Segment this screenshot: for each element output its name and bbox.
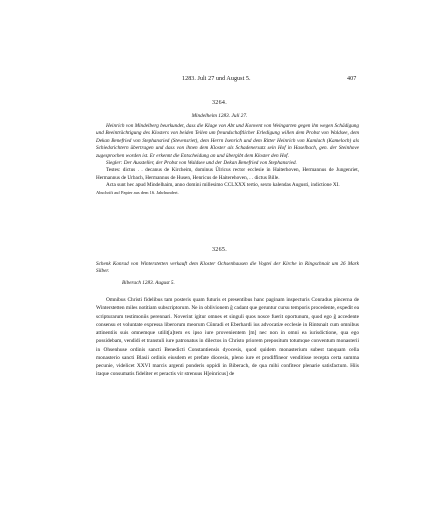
document-3265-body	[96, 296, 359, 379]
document-3265-summary: Schenk Konrad von Winterstetten verkauft dem Kloster Ochsenhausen die Vogtei der Kirche in Ringschnait um 26 Mark Silber.	[96, 261, 359, 275]
document-3264-note: Abschrift auf Papier aus dem 16. Jahrhundert.	[96, 189, 179, 195]
page-number: 407	[347, 76, 357, 82]
running-header-title: 1283. Juli 27 und August 5.	[182, 76, 251, 82]
document-3265-header	[96, 261, 359, 276]
document-3264-summary: Heinrich von Mindelberg beurkundet, dass die Klage von Abt und Konvent von Weingarten gegen ihn wegen Schädigung und Beeinträchtigung des Klosters von beiden Teilen um freundschaftlicher Erledigung willen dem Probst von Waldsee, dem Dekan Benefried von Stephansried (Stevensriet), dem Herrn Isenrich und dem Ritter Heinrich von Kamlach (Kameloch) als Schiedsrichtern übertragen und dass von ihnen dem Kloster als Schadenersatz sein Hof in Haselbach, gen. der Steinhove zugesprochen worden ist. Er erkennt die Entscheidung an und übergibt dem Kloster den Hof.	[96, 123, 359, 159]
document-3264-testes: Testes: dictus . . decanus de Kircheim, dominus Ŭlricus rector ecclesie in Haiterhoven, Hermannus de Jungenriet, Hermannus de Urbach, Hermannus de Husen, Henricus de Haiterehoven, . . dictus Bille.	[96, 167, 359, 181]
document-number-3265: 3265.	[212, 247, 227, 253]
document-3264-siegler: Siegler: Der Aussteller, der Probst von Waldsee und der Dekan Benefried von Stephansried.	[106, 160, 297, 167]
document-3265-text: Omnibus Christi fidelibus tam posteris quam futuris et presentibus hanc paginam inspecturis Conradus pincerna de Winterstetten miles notitiam subscriptorum. Ne in oblivionem ğ cadant que geruntur cursu temporis procedente, expedit ea scripturarum testimoniis perennari. Noverint igitur omnes et singuli quos nosce fuerit oportunum, quod ego ğ accedente consensu et voluntate expressa liberorum meorum Cŭnradi et Eberhardi ius advocatiæ ecclesie in Rintsnait cum omnibus attinentiis suis omnemque utilit[a]tem ex ipso iure provenientem [m] nec non in omni ea iurisdictione, qua ego possidebam, vendidi et transtuli iure patronatus in dilectos in Christo priorem prepositum totumque conventum monasterii in Ohsenhuse ordinis sancti Benedicti Constantiensis dyocesis, quod quidem monasterium subest tanquam cella monasterio sancti Blasii ordinis eiusdem et prefate diocesis, pleno iure et prodiffineor venditisse recepta certa summa pecunie, videlicet XXVI marcis argenti ponderis oppidi in Biberach, de qua mihi confiteor plenarie satisfactum. Hiis itaque consumatis fideliter et peractis vir strenuus H[einricus] de	[96, 297, 359, 378]
document-number-3264: 3264.	[212, 100, 227, 106]
document-3264-section	[96, 123, 359, 196]
document-3264-actum: Acta sunt hec apud Mindelhaim, anno domini millesimo CCLXXX tertio, sexto kalendas Augusti, indictione XI.	[106, 182, 340, 189]
document-3264-place-date: Mindelheim 1283. Juli 27.	[191, 112, 248, 119]
document-3265-place-date-block	[122, 280, 302, 287]
document-3265-place-date: Biberach 1283. August 5.	[122, 280, 175, 286]
